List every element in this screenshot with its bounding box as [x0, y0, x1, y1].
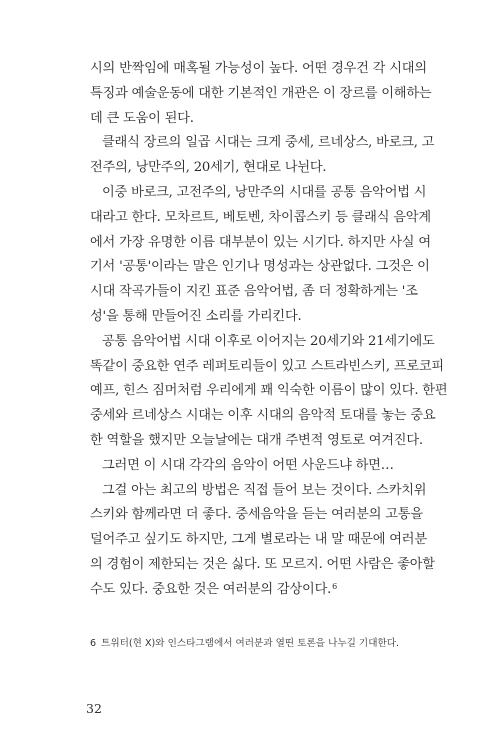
text-line: 그걸 아는 최고의 방법은 직접 들어 보는 것이다. 스카치위 [102, 482, 427, 498]
text-line: 에서 가장 유명한 이름 대부분이 있는 시기다. 하지만 사실 여 [90, 234, 431, 250]
text-line: 스키와 함께라면 더 좋다. 중세음악을 듣는 여러분의 고통을 [90, 507, 423, 523]
text-line: 한 역할을 했지만 오늘날에는 대개 주변적 영토로 여겨진다. [90, 432, 423, 448]
text-line: 데 큰 도움이 된다. [90, 110, 194, 126]
text-line: 그러면 이 시대 각각의 음악이 어떤 사운드냐 하면… [102, 457, 394, 473]
paragraph [90, 57, 432, 131]
text-line [90, 578, 404, 603]
text-line: 의 경험이 제한되는 것은 싫다. 또 모르지. 어떤 사람은 좋아할 [90, 556, 435, 572]
footnote-number: 6 [90, 638, 97, 649]
text-line: 예프, 힌스 짐머처럼 우리에게 꽤 익숙한 이름이 많이 있다. 한편 [90, 383, 448, 399]
footnote-reference: 6 [332, 581, 337, 591]
paragraph [90, 181, 431, 330]
text-line: 클래식 장르의 일곱 시대는 크게 중세, 르네상스, 바로크, 고 [102, 135, 435, 151]
footnote [90, 635, 410, 649]
text-line: 덜어주고 싶기도 하지만, 그게 별로라는 내 말 때문에 여러분 [90, 532, 427, 548]
text-line: 이중 바로크, 고전주의, 낭만주의 시대를 공통 음악어법 시 [102, 184, 427, 200]
footnote-text: 트위터(현 X)와 인스타그램에서 여러분과 열띤 토론을 나누길 기대한다. [101, 638, 400, 649]
paragraph [90, 454, 404, 479]
paragraph [90, 330, 448, 454]
text-line: 대라고 한다. 모차르트, 베토벤, 차이콥스키 등 클래식 음악계 [90, 209, 431, 225]
text-line: 공통 음악어법 시대 이후로 이어지는 20세기와 21세기에도 [102, 333, 435, 349]
page-number: 32 [86, 701, 102, 716]
text-line: 특징과 예술운동에 대한 기본적인 개관은 이 장르를 이해하는 [90, 85, 432, 101]
text-line: 성'을 통해 만들어진 소리를 가리킨다. [90, 308, 302, 324]
text-line-content: 수도 있다. 중요한 것은 여러분의 감상이다. [90, 581, 332, 597]
body-text [90, 57, 448, 603]
paragraph [90, 479, 435, 603]
text-line: 중세와 르네상스 시대는 이후 시대의 음악적 토대를 놓는 중요 [90, 408, 436, 424]
text-line: 시의 반짝임에 매혹될 가능성이 높다. 어떤 경우건 각 시대의 [90, 61, 427, 76]
text-line: 전주의, 낭만주의, 20세기, 현대로 나뉜다. [90, 160, 327, 176]
text-line: 기서 '공통'이라는 말은 인기나 명성과는 상관없다. 그것은 이 [90, 259, 430, 275]
text-line: 시대 작곡가들이 지킨 표준 음악어법, 좀 더 정확하게는 '조 [90, 284, 418, 300]
text-line: 똑같이 중요한 연주 레퍼토리들이 있고 스트라빈스키, 프로코피 [90, 358, 444, 374]
paragraph [90, 131, 435, 181]
